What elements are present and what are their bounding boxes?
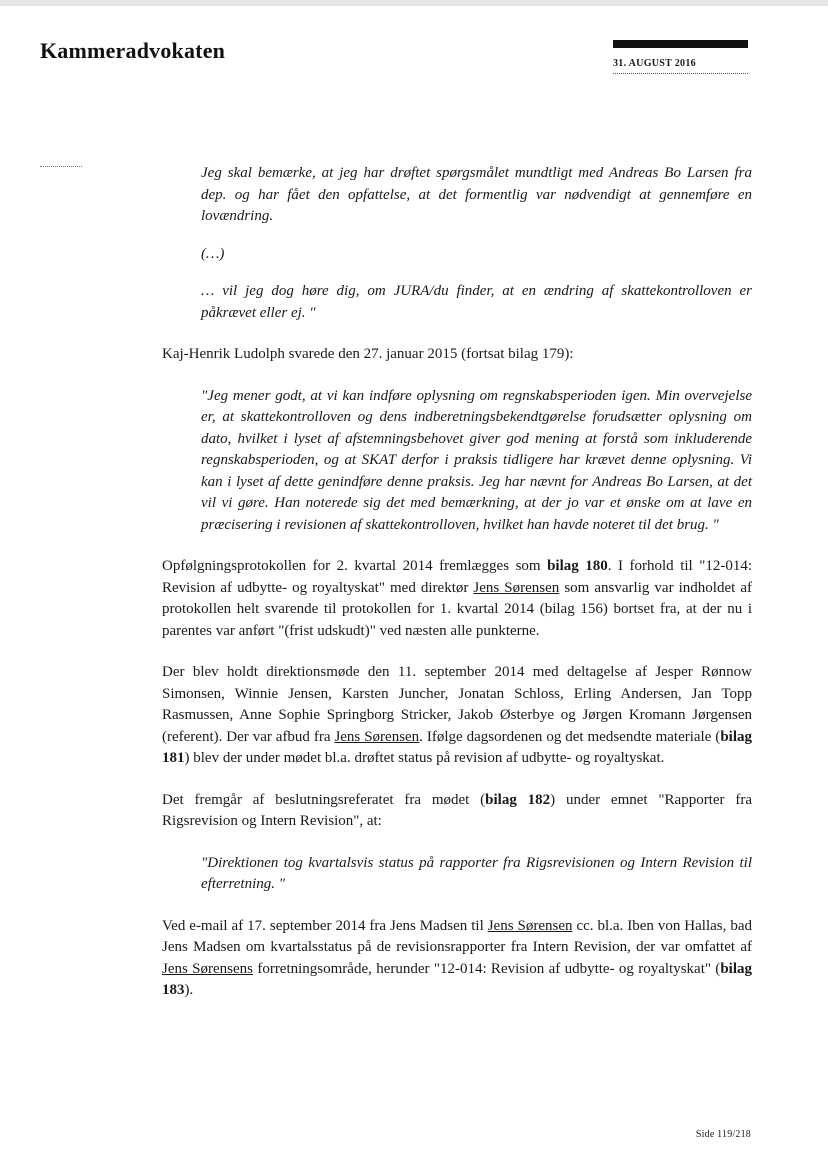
body-paragraph: Kaj-Henrik Ludolph svarede den 27. januar 2015 (fortsat bilag 179): <box>162 346 574 362</box>
document-date: 31. AUGUST 2016 <box>613 58 696 69</box>
person-link: Jens Sørensen <box>473 579 560 596</box>
body-paragraph: Der blev holdt direktionsmøde den 11. september 2014 med deltagelse af Jesper Rønnow Simonsen, Winnie Jensen, Karsten Juncher, Jonatan Schloss, Erling Andersen, Jan Topp Rasmussen, Anne Sophie Springborg Stricker, Jakob Østerbye og Jørgen Kromann Jørgensen (referent). Der var afbud fra Jens Sørensen. Ifølge dagsordenen og det medsendte materiale (bilag 181) blev der under mødet bl.a. drøftet status på revision af udbytte- og royaltyskat. <box>162 664 752 766</box>
date-block <box>613 40 748 74</box>
bilag-reference: bilag 183 <box>162 960 752 998</box>
scan-top-edge <box>0 0 828 6</box>
brand-title: Kammeradvokaten <box>40 38 226 63</box>
body-content <box>162 163 752 1002</box>
margin-dotted-rule <box>40 166 82 167</box>
bilag-reference: bilag 181 <box>162 728 752 766</box>
date-bar <box>613 40 748 48</box>
person-link: Jens Sørensen <box>487 917 573 934</box>
bilag-reference: bilag 182 <box>485 791 551 808</box>
body-paragraph: Opfølgningsprotokollen for 2. kvartal 2014 fremlægges som bilag 180. I forhold til "12-014: Revision af udbytte- og royaltyskat" med direktør Jens Sørensen som ansvarlig var indholdet af protokollen helt svarende til protokollen for 1. kvartal 2014 (bilag 156) bortset fra, at der nu i parentes var anført "(frist udskudt)" ved næsten alle punkterne. <box>162 558 752 639</box>
page-number: Side 119/218 <box>695 1129 751 1140</box>
quote-ellipsis: (…) <box>201 245 225 262</box>
body-paragraph: Det fremgår af beslutningsreferatet fra mødet (bilag 182) under emnet "Rapporter fra Rigsrevision og Intern Revision", at: <box>162 791 752 829</box>
quote-paragraph: "Direktionen tog kvartalsvis status på rapporter fra Rigsrevisionen og Intern Revision til efterretning. " <box>201 854 752 892</box>
bilag-reference: bilag 180 <box>547 558 608 574</box>
person-link: Jens Sørensens <box>162 960 253 977</box>
quote-paragraph: "Jeg mener godt, at vi kan indføre oplysning om regnskabsperioden igen. Min overvejelse er, at skattekontrolloven og dens indberetningsbekendtgørelse forudsætter oplysning om dato, hvilket i lyset af afstemningsbehovet giver god mening at forstå som inkluderende regnskabsperioden, og at SKAT derfor i praksis tidligere har krævet denne oplysning. Vi kan i lyset af dette genindføre denne praksis. Jeg har nævnt for Andreas Bo Larsen, at det vil vi gøre. Han noterede sig det med bemærkning, at der jo var et ønske om at lave en præcisering i revisionen af skattekontrolloven, hvilket han havde noteret til det brug. " <box>201 387 752 533</box>
quote-paragraph: Jeg skal bemærke, at jeg har drøftet spørgsmålet mundtligt med Andreas Bo Larsen fra dep. og har fået den opfattelse, at det formentlig var nødvendigt at gennemføre en lovændring. <box>201 165 752 224</box>
quote-paragraph: … vil jeg dog høre dig, om JURA/du finder, at en ændring af skattekontrolloven er påkrævet eller ej. " <box>201 283 752 321</box>
date-rule <box>613 73 748 74</box>
person-link: Jens Sørensen <box>334 728 420 745</box>
body-paragraph: Ved e-mail af 17. september 2014 fra Jens Madsen til Jens Sørensen cc. bl.a. Iben von Hallas, bad Jens Madsen om kvartalsstatus på de revisionsrapporter fra Intern Revision, der var omfattet af Jens Sørensens forretningsområde, herunder "12-014: Revision af udbytte- og royaltyskat" (bilag 183). <box>162 917 752 998</box>
